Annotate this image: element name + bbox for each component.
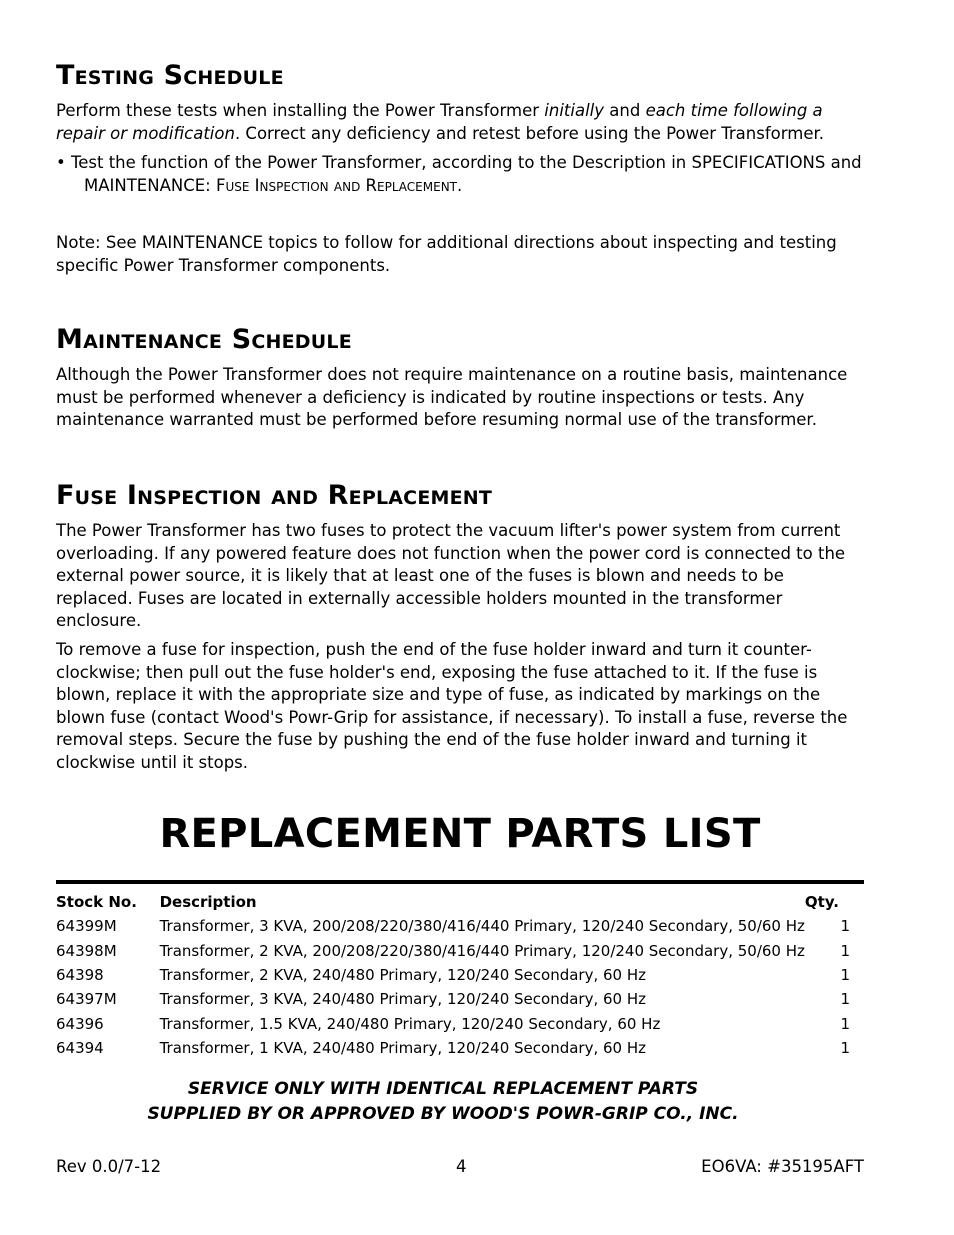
stock-number-cell: 64397M — [56, 990, 117, 1009]
fuse-section-reference: Fuse Inspection and Replacement — [215, 175, 457, 195]
testing-intro-text-2: and — [604, 101, 646, 120]
qty-cell: 1 — [840, 965, 850, 984]
testing-bullet-item — [56, 152, 892, 197]
column-header-qty: Qty. — [804, 893, 839, 911]
testing-schedule-heading: Testing Schedule — [56, 60, 284, 91]
parts-list-title: REPLACEMENT PARTS LIST — [159, 811, 761, 857]
qty-cell: 1 — [840, 1039, 850, 1058]
qty-cell: 1 — [840, 941, 850, 960]
testing-bullet-text: • Test the function of the Power Transformer, according to the Description in SPECIFICATIONS and MAINTENANCE: — [56, 153, 862, 195]
fuse-inspection-heading: Fuse Inspection and Replacement — [56, 480, 493, 511]
description-cell: Transformer, 1 KVA, 240/480 Primary, 120/240 Secondary, 60 Hz — [159, 1039, 647, 1058]
page-number: 4 — [456, 1157, 467, 1176]
parts-table — [56, 890, 864, 1060]
testing-intro-text-1: Perform these tests when installing the Power Transformer — [56, 101, 545, 120]
stock-number-cell: 64394 — [56, 1039, 104, 1058]
column-header-description: Description — [159, 893, 257, 911]
service-notice-line-2: SUPPLIED BY OR APPROVED BY WOOD'S POWR-GRIP CO., INC. — [147, 1104, 739, 1124]
page-footer — [56, 1157, 864, 1179]
testing-intro-emphasis-1: initially — [544, 101, 605, 120]
maintenance-paragraph: Although the Power Transformer does not require maintenance on a routine basis, maintenance must be performed whenever a deficiency is indicated by routine inspections or tests. Any maintenance warranted must be performed before resuming normal use of the transformer. — [56, 365, 848, 430]
stock-number-cell: 64396 — [56, 1014, 104, 1033]
document-id: EO6VA: #35195AFT — [701, 1157, 864, 1176]
table-row — [56, 1012, 864, 1036]
fuse-paragraph-2: To remove a fuse for inspection, push the end of the fuse holder inward and turn it counter-clockwise; then pull out the fuse holder's end, exposing the fuse attached to it. If the fuse is blown, replace it with the appropriate size and type of fuse, as indicated by markings on the blown fuse (contact Wood's Powr-Grip for assistance, if necessary). To install a fuse, reverse the removal steps. Secure the fuse by pushing the end of the fuse holder inward and turning it clockwise until it stops. — [56, 640, 848, 772]
table-row — [56, 914, 864, 938]
stock-number-cell: 64398 — [56, 965, 104, 984]
service-notice-line-1: SERVICE ONLY WITH IDENTICAL REPLACEMENT PARTS — [187, 1079, 699, 1099]
stock-number-cell: 64398M — [56, 941, 117, 960]
testing-intro-emphasis-2: each time following a repair or modification — [56, 101, 823, 143]
parts-table-header — [56, 890, 864, 914]
description-cell: Transformer, 2 KVA, 240/480 Primary, 120/240 Secondary, 60 Hz — [159, 965, 647, 984]
qty-cell: 1 — [840, 990, 850, 1009]
description-cell: Transformer, 3 KVA, 200/208/220/380/416/440 Primary, 120/240 Secondary, 50/60 Hz — [159, 917, 805, 936]
column-header-stock: Stock No. — [56, 893, 137, 911]
testing-intro-paragraph — [56, 100, 864, 145]
description-cell: Transformer, 2 KVA, 200/208/220/380/416/440 Primary, 120/240 Secondary, 50/60 Hz — [159, 941, 805, 960]
testing-intro-text-3: . Correct any deficiency and retest before using the Power Transformer. — [234, 123, 824, 143]
description-cell: Transformer, 3 KVA, 240/480 Primary, 120/240 Secondary, 60 Hz — [159, 990, 647, 1009]
revision-label: Rev 0.0/7-12 — [56, 1157, 162, 1176]
table-row — [56, 1036, 864, 1060]
table-row — [56, 938, 864, 962]
title-divider — [56, 880, 864, 884]
maintenance-schedule-heading: Maintenance Schedule — [56, 324, 352, 355]
table-row — [56, 987, 864, 1011]
qty-cell: 1 — [840, 917, 850, 936]
stock-number-cell: 64399M — [56, 917, 117, 936]
testing-note-paragraph: Note: See MAINTENANCE topics to follow for additional directions about inspecting and testing specific Power Transformer components. — [56, 233, 837, 275]
description-cell: Transformer, 1.5 KVA, 240/480 Primary, 120/240 Secondary, 60 Hz — [159, 1014, 661, 1033]
testing-bullet-end: . — [457, 175, 463, 195]
qty-cell: 1 — [840, 1014, 850, 1033]
service-notice — [56, 1077, 830, 1127]
table-row — [56, 963, 864, 987]
fuse-paragraph-1: The Power Transformer has two fuses to protect the vacuum lifter's power system from current overloading. If any powered feature does not function when the power cord is connected to the external power source, it is likely that at least one of the fuses is blown and needs to be replaced. Fuses are located in externally accessible holders mounted in the transformer enclosure. — [56, 521, 846, 631]
